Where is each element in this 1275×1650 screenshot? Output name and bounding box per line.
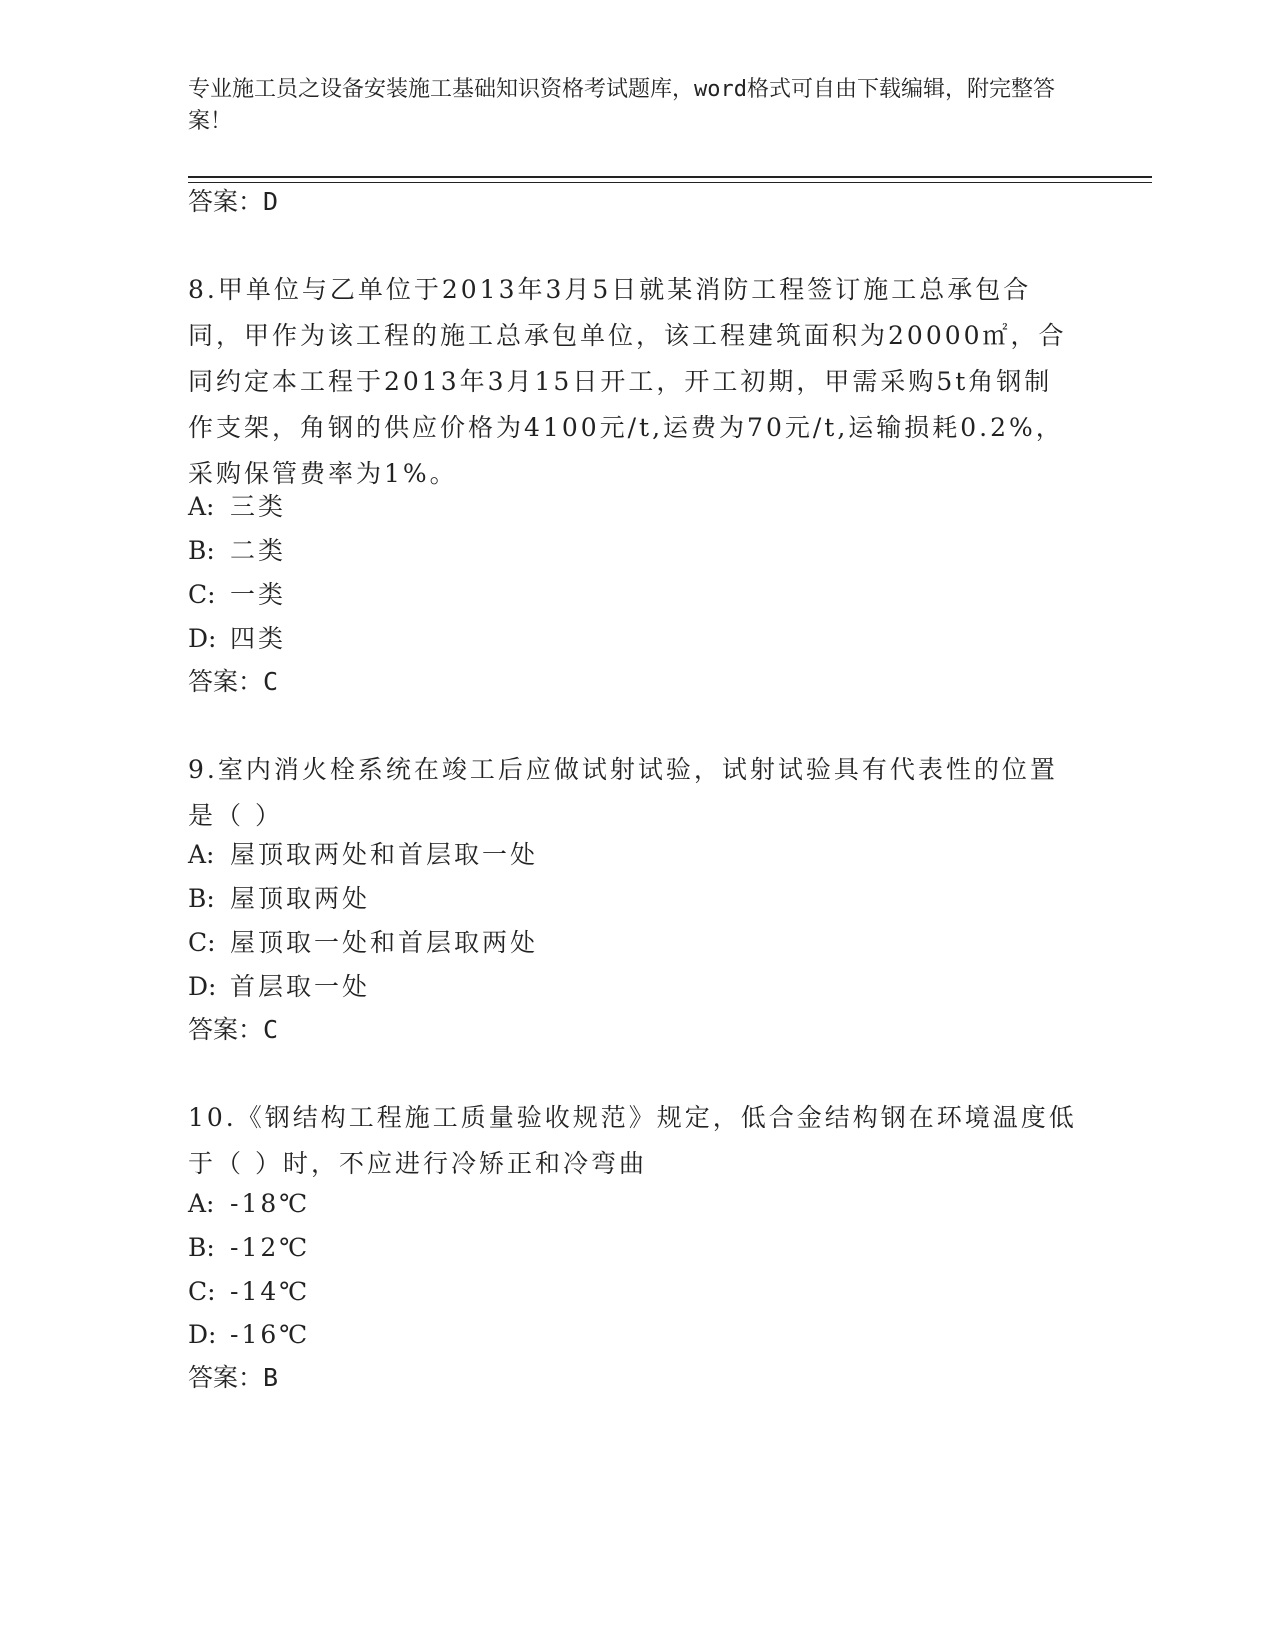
question-9-answer: 答案：C <box>188 1015 279 1044</box>
option-label: A: <box>188 1189 215 1218</box>
question-10-option-c <box>188 1276 310 1308</box>
question-8-option-c <box>188 579 286 611</box>
option-label: B: <box>188 536 215 565</box>
question-10-text: 10.《钢结构工程施工质量验收规范》规定，低合金结构钢在环境温度低于（ ）时，不应进行冷矫正和冷弯曲 <box>188 1103 1077 1178</box>
question-9-option-c <box>188 927 538 959</box>
option-label: A: <box>188 492 215 521</box>
option-text: 屋顶取两处和首层取一处 <box>230 840 539 869</box>
question-8-option-b <box>188 535 286 567</box>
option-text: 首层取一处 <box>230 972 371 1001</box>
option-text: 三类 <box>230 492 287 521</box>
option-text: -16℃ <box>230 1320 311 1349</box>
document-header: 专业施工员之设备安装施工基础知识资格考试题库，word格式可自由下载编辑，附完整答案！ <box>188 77 1055 134</box>
option-text: -18℃ <box>230 1189 311 1218</box>
option-label: D: <box>188 972 217 1001</box>
previous-answer: 答案：D <box>188 187 279 216</box>
question-10-option-a <box>188 1188 310 1220</box>
question-10-option-d <box>188 1319 310 1351</box>
option-label: B: <box>188 884 215 913</box>
question-8-answer: 答案：C <box>188 667 279 696</box>
question-10-answer: 答案：B <box>188 1363 279 1392</box>
option-text: 屋顶取一处和首层取两处 <box>230 928 539 957</box>
option-text: 屋顶取两处 <box>230 884 371 913</box>
question-9-option-a <box>188 839 538 871</box>
question-8-option-a <box>188 491 286 523</box>
option-label: C: <box>188 1277 216 1306</box>
option-text: -12℃ <box>230 1233 311 1262</box>
option-label: D: <box>188 624 217 653</box>
option-text: 一类 <box>230 580 287 609</box>
option-text: 二类 <box>230 536 287 565</box>
option-label: C: <box>188 580 216 609</box>
question-10-option-b <box>188 1232 310 1264</box>
option-text: -14℃ <box>230 1277 311 1306</box>
question-8-option-d <box>188 623 286 655</box>
option-label: A: <box>188 840 215 869</box>
question-9-option-d <box>188 971 370 1003</box>
header-divider-thin <box>188 182 1152 183</box>
question-8-text: 8.甲单位与乙单位于2013年3月5日就某消防工程签订施工总承包合同，甲作为该工程的施工总承包单位，该工程建筑面积为20000㎡，合同约定本工程于2013年3月15日开工，开工初期，甲需采购5t角钢制作支架，角钢的供应价格为4100元/t,运费为70元/t,运输损耗0.2%，采购保管费率为1%。 <box>188 275 1067 488</box>
option-text: 四类 <box>230 624 287 653</box>
option-label: B: <box>188 1233 215 1262</box>
header-divider-thick <box>188 176 1152 178</box>
question-9-text: 9.室内消火栓系统在竣工后应做试射试验，试射试验具有代表性的位置是（ ） <box>188 755 1058 830</box>
option-label: D: <box>188 1320 217 1349</box>
question-9-option-b <box>188 883 370 915</box>
option-label: C: <box>188 928 216 957</box>
